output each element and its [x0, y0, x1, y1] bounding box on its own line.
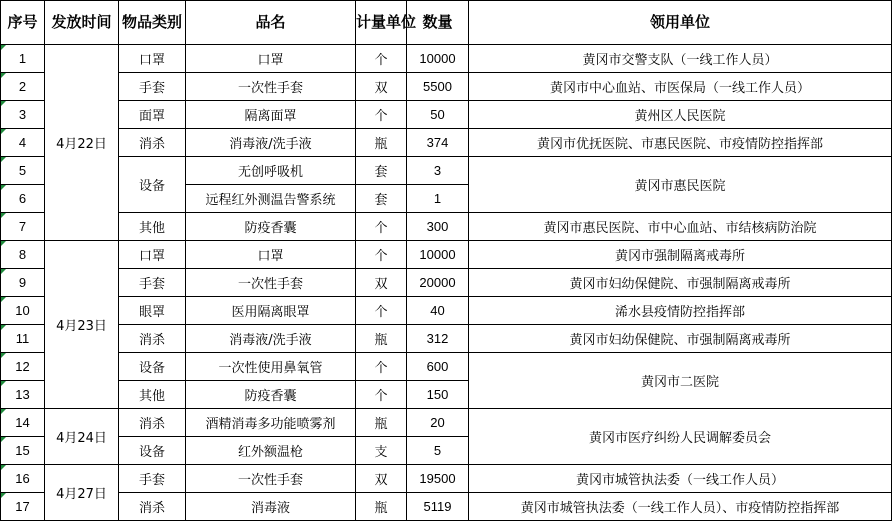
header-date[interactable]: 发放时间 — [45, 1, 119, 45]
category-cell[interactable]: 消杀 — [119, 325, 186, 353]
item-name-cell[interactable]: 防疫香囊 — [186, 213, 356, 241]
header-unit[interactable]: 计量单位 — [356, 1, 407, 45]
qty-cell[interactable]: 300 — [407, 213, 469, 241]
table-row — [1, 465, 892, 493]
item-name-cell[interactable]: 消毒液/洗手液 — [186, 129, 356, 157]
category-cell[interactable]: 手套 — [119, 73, 186, 101]
item-name-cell[interactable]: 远程红外测温告警系统 — [186, 185, 356, 213]
unit-cell[interactable]: 套 — [356, 185, 407, 213]
qty-cell[interactable]: 3 — [407, 157, 469, 185]
qty-cell[interactable]: 1 — [407, 185, 469, 213]
seq-cell[interactable]: 10 — [1, 297, 45, 325]
qty-cell[interactable]: 19500 — [407, 465, 469, 493]
category-cell[interactable]: 手套 — [119, 269, 186, 297]
recipient-cell[interactable]: 黄冈市中心血站、市医保局（一线工作人员） — [469, 73, 892, 101]
category-cell[interactable]: 其他 — [119, 381, 186, 409]
seq-cell[interactable]: 11 — [1, 325, 45, 353]
seq-cell[interactable]: 8 — [1, 241, 45, 269]
qty-cell[interactable]: 150 — [407, 381, 469, 409]
recipient-cell[interactable]: 黄冈市妇幼保健院、市强制隔离戒毒所 — [469, 269, 892, 297]
recipient-cell[interactable]: 黄冈市惠民医院 — [469, 157, 892, 213]
unit-cell[interactable]: 个 — [356, 353, 407, 381]
recipient-cell[interactable]: 黄冈市城管执法委（一线工作人员）、市疫情防控指挥部 — [469, 493, 892, 521]
recipient-cell[interactable]: 黄冈市强制隔离戒毒所 — [469, 241, 892, 269]
date-cell[interactable]: 4月27日 — [45, 465, 119, 521]
recipient-cell[interactable]: 黄冈市优抚医院、市惠民医院、市疫情防控指挥部 — [469, 129, 892, 157]
item-name-cell[interactable]: 一次性手套 — [186, 73, 356, 101]
seq-cell[interactable]: 7 — [1, 213, 45, 241]
seq-cell[interactable]: 16 — [1, 465, 45, 493]
date-cell[interactable]: 4月23日 — [45, 241, 119, 409]
recipient-cell[interactable]: 黄冈市妇幼保健院、市强制隔离戒毒所 — [469, 325, 892, 353]
table-row — [1, 45, 892, 73]
item-name-cell[interactable]: 消毒液/洗手液 — [186, 325, 356, 353]
recipient-cell[interactable]: 黄冈市二医院 — [469, 353, 892, 409]
seq-cell[interactable]: 6 — [1, 185, 45, 213]
seq-cell[interactable]: 2 — [1, 73, 45, 101]
seq-cell[interactable]: 5 — [1, 157, 45, 185]
qty-cell[interactable]: 600 — [407, 353, 469, 381]
item-name-cell[interactable]: 医用隔离眼罩 — [186, 297, 356, 325]
table-row — [1, 73, 892, 101]
recipient-cell[interactable]: 黄冈市惠民医院、市中心血站、市结核病防治院 — [469, 213, 892, 241]
table-row — [1, 129, 892, 157]
category-cell[interactable]: 消杀 — [119, 129, 186, 157]
table-row — [1, 493, 892, 521]
table-row — [1, 157, 892, 185]
category-cell[interactable]: 消杀 — [119, 493, 186, 521]
qty-cell[interactable]: 20000 — [407, 269, 469, 297]
item-name-cell[interactable]: 一次性手套 — [186, 269, 356, 297]
category-cell[interactable]: 口罩 — [119, 241, 186, 269]
unit-cell[interactable]: 瓶 — [356, 129, 407, 157]
unit-cell[interactable]: 瓶 — [356, 493, 407, 521]
item-name-cell[interactable]: 隔离面罩 — [186, 101, 356, 129]
header-seq[interactable]: 序号 — [1, 1, 45, 45]
header-recipient[interactable]: 领用单位 — [469, 1, 892, 45]
qty-cell[interactable]: 10000 — [407, 241, 469, 269]
header-row — [1, 1, 892, 45]
unit-cell[interactable]: 个 — [356, 241, 407, 269]
header-name[interactable]: 品名 — [186, 1, 356, 45]
category-cell[interactable]: 面罩 — [119, 101, 186, 129]
table-row — [1, 325, 892, 353]
category-cell[interactable]: 设备 — [119, 353, 186, 381]
header-qty[interactable]: 数量 — [407, 1, 469, 45]
seq-cell[interactable]: 17 — [1, 493, 45, 521]
recipient-cell[interactable]: 黄冈市医疗纠纷人民调解委员会 — [469, 409, 892, 465]
unit-cell[interactable]: 个 — [356, 101, 407, 129]
header-category[interactable]: 物品类别 — [119, 1, 186, 45]
unit-cell[interactable]: 双 — [356, 73, 407, 101]
recipient-cell[interactable]: 浠水县疫情防控指挥部 — [469, 297, 892, 325]
unit-cell[interactable]: 个 — [356, 213, 407, 241]
item-name-cell[interactable]: 一次性手套 — [186, 465, 356, 493]
category-cell[interactable]: 眼罩 — [119, 297, 186, 325]
qty-cell[interactable]: 10000 — [407, 45, 469, 73]
category-cell[interactable]: 设备 — [119, 157, 186, 213]
seq-cell[interactable]: 4 — [1, 129, 45, 157]
seq-cell[interactable]: 14 — [1, 409, 45, 437]
category-cell[interactable]: 设备 — [119, 437, 186, 465]
recipient-cell[interactable]: 黄州区人民医院 — [469, 101, 892, 129]
date-cell[interactable]: 4月22日 — [45, 45, 119, 241]
unit-cell[interactable]: 个 — [356, 297, 407, 325]
recipient-cell[interactable]: 黄冈市城管执法委（一线工作人员） — [469, 465, 892, 493]
table-row — [1, 269, 892, 297]
unit-cell[interactable]: 瓶 — [356, 409, 407, 437]
qty-cell[interactable]: 5500 — [407, 73, 469, 101]
seq-cell[interactable]: 12 — [1, 353, 45, 381]
table-row — [1, 241, 892, 269]
category-cell[interactable]: 其他 — [119, 213, 186, 241]
seq-cell[interactable]: 15 — [1, 437, 45, 465]
table-row — [1, 213, 892, 241]
qty-cell[interactable]: 5119 — [407, 493, 469, 521]
seq-cell[interactable]: 9 — [1, 269, 45, 297]
unit-cell[interactable]: 支 — [356, 437, 407, 465]
item-name-cell[interactable]: 防疫香囊 — [186, 381, 356, 409]
item-name-cell[interactable]: 口罩 — [186, 241, 356, 269]
unit-cell[interactable]: 瓶 — [356, 325, 407, 353]
seq-cell[interactable]: 1 — [1, 45, 45, 73]
qty-cell[interactable]: 5 — [407, 437, 469, 465]
category-cell[interactable]: 手套 — [119, 465, 186, 493]
recipient-cell[interactable]: 黄冈市交警支队（一线工作人员） — [469, 45, 892, 73]
unit-cell[interactable]: 双 — [356, 465, 407, 493]
item-name-cell[interactable]: 酒精消毒多功能喷雾剂 — [186, 409, 356, 437]
item-name-cell[interactable]: 口罩 — [186, 45, 356, 73]
unit-cell[interactable]: 个 — [356, 381, 407, 409]
seq-cell[interactable]: 13 — [1, 381, 45, 409]
item-name-cell[interactable]: 消毒液 — [186, 493, 356, 521]
qty-cell[interactable]: 20 — [407, 409, 469, 437]
unit-cell[interactable]: 双 — [356, 269, 407, 297]
seq-cell[interactable]: 3 — [1, 101, 45, 129]
table-row — [1, 101, 892, 129]
table-row — [1, 353, 892, 381]
table-row — [1, 297, 892, 325]
unit-cell[interactable]: 套 — [356, 157, 407, 185]
qty-cell[interactable]: 312 — [407, 325, 469, 353]
date-cell[interactable]: 4月24日 — [45, 409, 119, 465]
qty-cell[interactable]: 50 — [407, 101, 469, 129]
qty-cell[interactable]: 374 — [407, 129, 469, 157]
category-cell[interactable]: 口罩 — [119, 45, 186, 73]
unit-cell[interactable]: 个 — [356, 45, 407, 73]
item-name-cell[interactable]: 一次性使用鼻氧管 — [186, 353, 356, 381]
table-row — [1, 409, 892, 437]
item-name-cell[interactable]: 红外额温枪 — [186, 437, 356, 465]
qty-cell[interactable]: 40 — [407, 297, 469, 325]
category-cell[interactable]: 消杀 — [119, 409, 186, 437]
item-name-cell[interactable]: 无创呼吸机 — [186, 157, 356, 185]
